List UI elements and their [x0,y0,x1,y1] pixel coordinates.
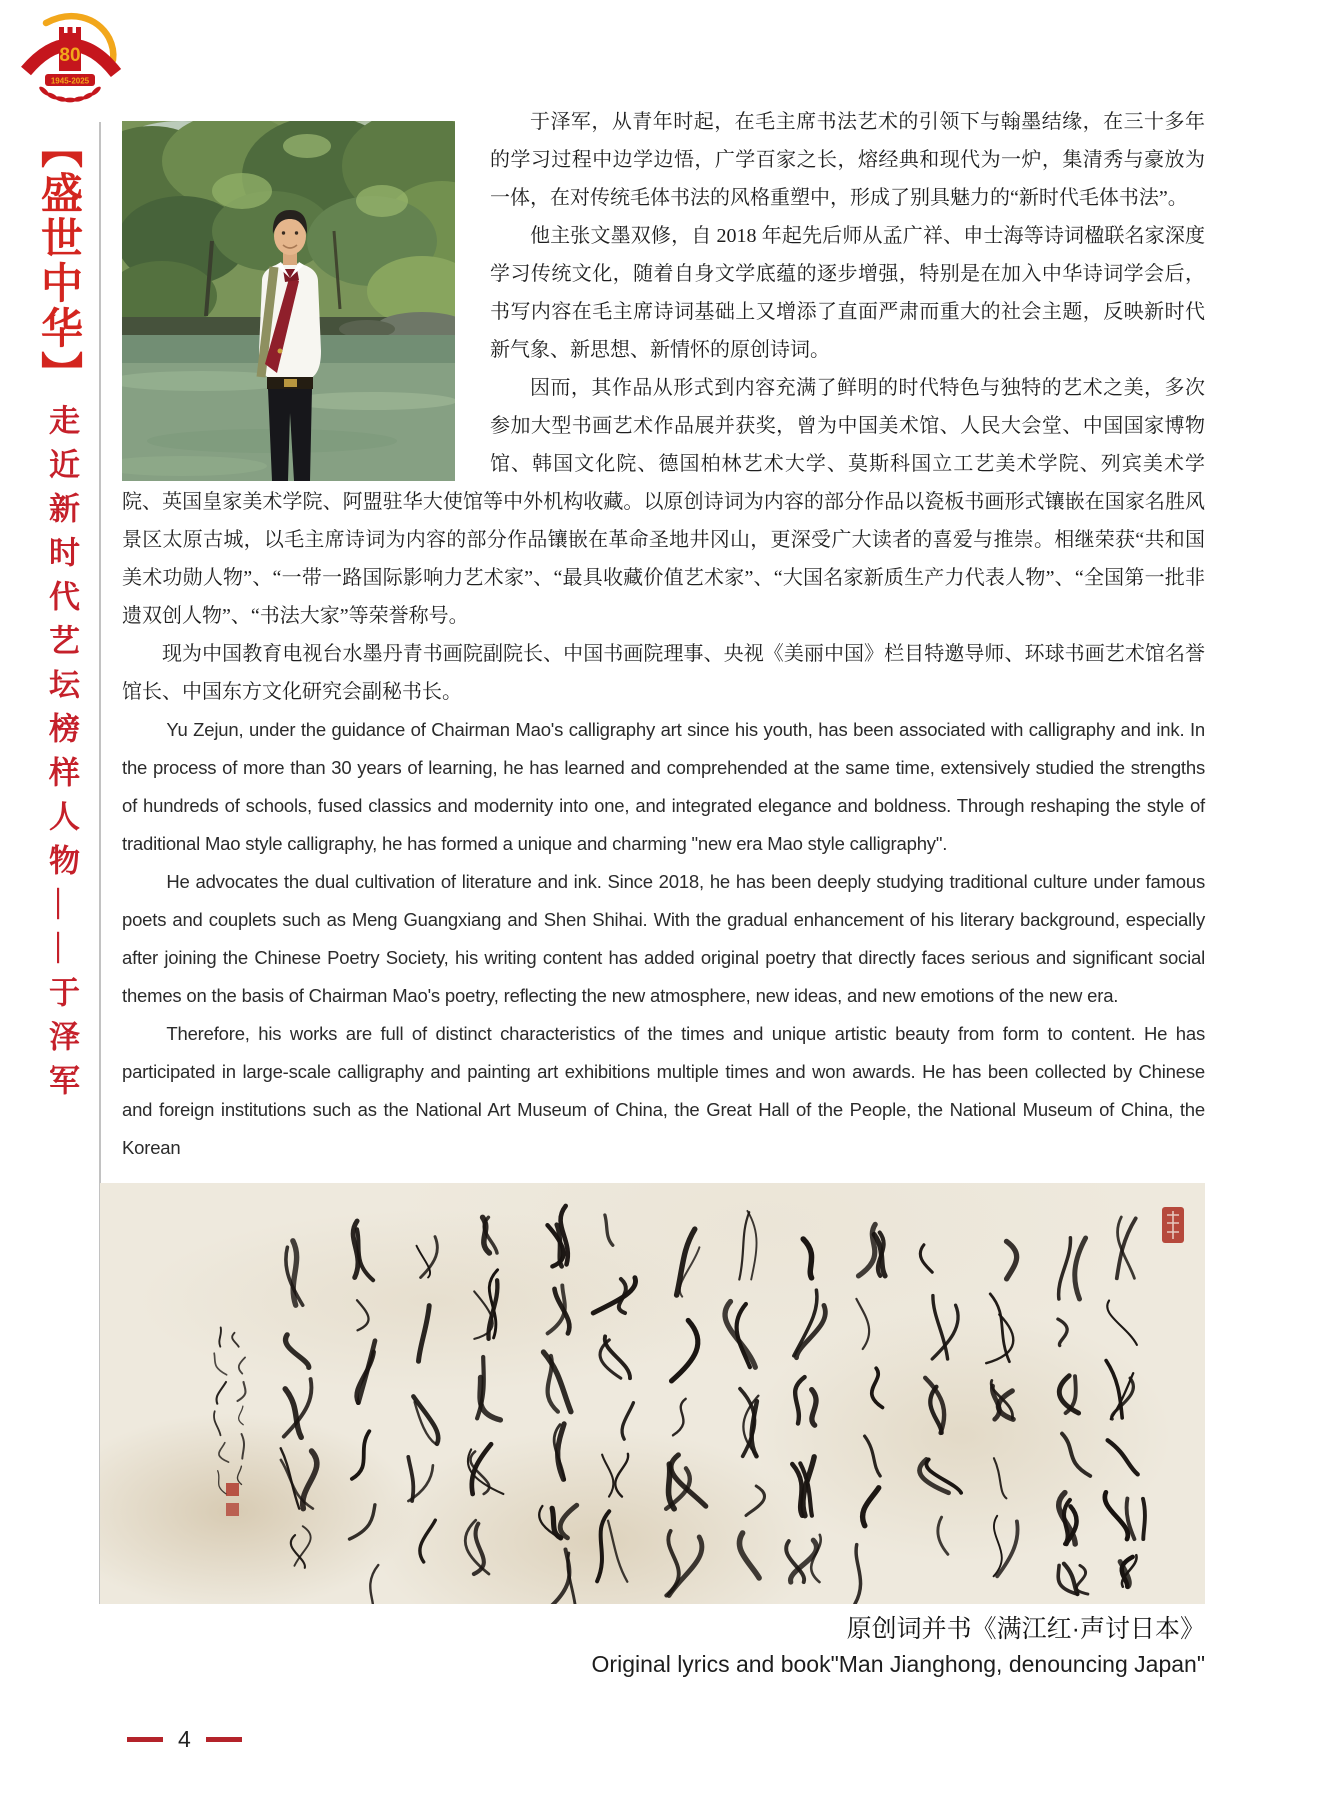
banner-title: 【盛世中华】 [36,126,83,396]
page-number: 4 [178,1726,191,1752]
en-paragraph: Therefore, his works are full of distinct characteristics of the times and unique artistic beauty from form to content. He has participated in large-scale calligraphy and painting art exhibitions multiple times and won awards. He has been collected by Chinese and foreign institutions such as the National Art Museum of China, the Great Hall of the People, the National Museum of China, the Korean [122,1023,1205,1158]
caption-chinese: 原创词并书《满江红·声讨日本》 [846,1615,1205,1643]
series-title: 走近新时代艺坛榜样人物——于泽军 [44,404,79,1108]
calligraphy-artwork [100,1183,1205,1604]
portrait-photo [122,121,455,481]
laurel-wreath-icon [38,85,102,102]
footer-dash [206,1737,242,1742]
logo-years: 1945-2025 [50,76,90,86]
signature-seal-icon [226,1483,239,1496]
english-paragraphs [122,711,1205,1167]
page-footer [127,1726,242,1753]
logo-number: 80 [59,45,81,66]
zh-paragraph: 现为中国教育电视台水墨丹青书画院副院长、中国书画院理事、央视《美丽中国》栏目特邀导师、环球书画艺术馆名誉馆长、中国东方文化研究会副秘书长。 [122,643,1205,703]
en-paragraph: Yu Zejun, under the guidance of Chairman Mao's calligraphy art since his youth, has been associated with calligraphy and ink. In the process of more than 30 years of learning, he has learned and comprehended at the same time, extensively studied the strengths of hundreds of schools, fused classics and modernity into one, and integrated elegance and boldness. Through reshaping the style of traditional Mao style calligraphy, he has formed a unique and charming "new era Mao style calligraphy". [122,719,1205,854]
zh-paragraph: 因而，其作品从形式到内容充满了鲜明的时代特色与独特的艺术之美，多次参加大型书画艺术作品展并获奖，曾为中国美术馆、人民大会堂、中国国家博物馆、韩国文化院、德国柏林艺术大学、莫斯科国立工艺美术学院、列宾美术学院、英国皇家美术学院、阿盟驻华大使馆等中外机构收藏。以原创诗词为内容的部分作品以瓷板书画形式镶嵌在国家名胜风景区太原古城，以毛主席诗词为内容的部分作品镶嵌在革命圣地井冈山，更深受广大读者的喜爱与推崇。相继荣获“共和国美术功勋人物”、“一带一路国际影响力艺术家”、“最具收藏价值艺术家”、“大国名家新质生产力代表人物”、“全国第一批非遗双创人物”、“书法大家”等荣誉称号。 [122,377,1205,627]
caption-english: Original lyrics and book"Man Jianghong, denouncing Japan" [591,1651,1205,1677]
signature-seal-icon [226,1503,239,1516]
footer-dash [127,1737,163,1742]
zh-paragraph: 于泽军，从青年时起，在毛主席书法艺术的引领下与翰墨结缘，在三十多年的学习过程中边学边悟，广学百家之长，熔经典和现代为一炉，集清秀与豪放为一体，在对传统毛体书法的风格重塑中，形成了别具魅力的“新时代毛体书法”。 [490,111,1205,209]
artwork-captions [122,1612,1205,1682]
en-paragraph: He advocates the dual cultivation of literature and ink. Since 2018, he has been deeply studying traditional culture under famous poets and couplets such as Meng Guangxiang and Shen Shihai. With the gradual enhancement of his literary background, especially after joining the Chinese Poetry Society, his writing content has added original poetry that directly faces serious and significant social themes on the basis of Chairman Mao's poetry, reflecting the new atmosphere, new ideas, and new emotions of the new era. [122,871,1205,1006]
zh-paragraph: 他主张文墨双修，自 2018 年起先后师从孟广祥、申士海等诗词楹联名家深度学习传统文化，随着自身文学底蕴的逐步增强，特别是在加入中华诗词学会后，书写内容在毛主席诗词基础上又增添了直面严肃而重大的社会主题，反映新时代新气象、新思想、新情怀的原创诗词。 [490,225,1205,361]
calligraphy-strokes [100,1183,1205,1604]
lake-portrait-scene [122,121,455,481]
anniversary-80-logo-icon [18,8,122,112]
